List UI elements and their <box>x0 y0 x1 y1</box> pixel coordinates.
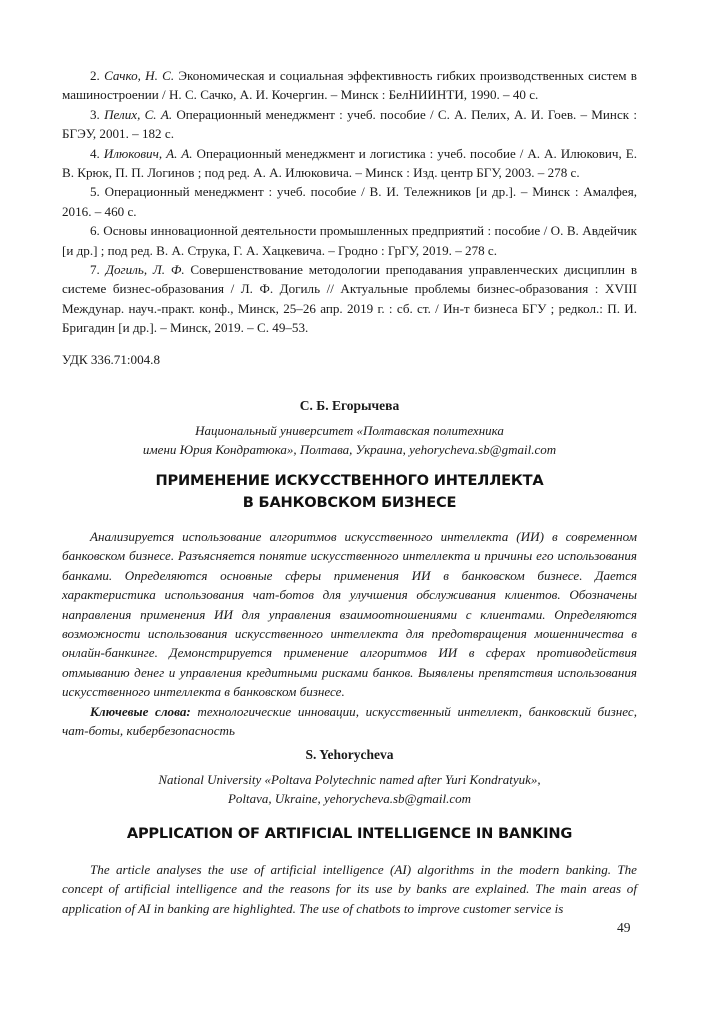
reference-item: 4. Илюкович, А. А. Операционный менеджмент и логистика : учеб. пособие / А. А. Илюкович, Е. В. Крюк, П. П. Логинов ; под ред. А. А. Илюковича. – Минск : Изд. центр БГУ, 2003. – 278 с. <box>62 145 637 181</box>
abstract-en <box>62 860 637 918</box>
reference-item: 3. Пелих, С. А. Операционный менеджмент : учеб. пособие / С. А. Пелих, А. И. Гоев. – Минск : БГЭУ, 2001. – 182 с. <box>62 106 637 142</box>
author-name-en: S. Yehorycheva <box>305 747 394 762</box>
reference-item: 5. Операционный менеджмент : учеб. пособие / В. И. Тележников [и др.]. – Минск : Амалфея, 2016. – 460 с. <box>62 184 637 219</box>
article-title-ru: ПРИМЕНЕНИЕ ИСКУССТВЕННОГО ИНТЕЛЛЕКТА В БАНКОВСКОМ БИЗНЕСЕ <box>155 472 544 511</box>
affiliation-ru: Национальный университет «Полтавская политехника имени Юрия Кондратюка», Полтава, Украина, yehorycheva.sb@gmail.com <box>142 423 557 458</box>
reference-author: Догиль, Л. Ф. <box>105 262 185 278</box>
reference-item: 6. Основы инновационной деятельности промышленных предприятий : пособие / О. В. Авдейчик [и др.] ; под ред. В. А. Струка, Г. А. Хацкевича. – Гродно : ГрГУ, 2019. – 278 с. <box>62 223 637 258</box>
author-name-ru: С. Б. Егорычева <box>299 398 400 413</box>
affiliation-en: National University «Poltava Polytechnic named after Yuri Kondratyuk», Poltava, Ukraine, yehorycheva.sb@gmail.com <box>158 772 541 807</box>
reference-author: Илюкович, А. А. <box>103 145 193 161</box>
article-title-en: APPLICATION OF ARTIFICIAL INTELLIGENCE IN BANKING <box>126 825 573 842</box>
reference-item: 7. Догиль, Л. Ф. Совершенствование методологии преподавания управленческих дисциплин в системе бизнес-образования / Л. Ф. Догиль // Актуальные проблемы бизнес-образования : XVIII Междунар. науч.-практ. конф., Минск, 25–26 апр. 2019 г. : сб. ст. / Ин-т бизнеса БГУ ; редкол.: П. И. Бригадин [и др.]. – Минск, 2019. – С. 49–53. <box>62 262 638 336</box>
abstract-ru <box>62 527 637 740</box>
abstract-text-ru: Анализируется использование алгоритмов искусственного интеллекта (ИИ) в современном банковском бизнесе. Разъясняется понятие искусственного интеллекта и причины его использования банками. Определяются основные сферы применения ИИ в банковском бизнесе. Дается характеристика использования чат-ботов для улучшения обслуживания клиентов. Обозначены направления применения ИИ для управления взаимоотношениями с клиентами. Определяются возможности использования искусственного интеллекта для предотвращения мошенничества в онлайн-банкинге. Демонстрируется применение алгоритмов ИИ в сферах противодействия отмыванию денег и управления кредитными рисками банков. Выявлены препятствия использования искусственного интеллекта в банковском бизнесе. <box>62 529 637 700</box>
reference-author: Сачко, Н. С. <box>104 68 175 83</box>
abstract-text-en: The article analyses the use of artificial intelligence (AI) algorithms in the modern banking. The concept of artificial intelligence and the reasons for its use by banks are explained. The main areas of application of AI in banking are highlighted. The use of chatbots to improve customer service is <box>62 862 637 916</box>
keywords-ru: Ключевые слова: технологические инновации, искусственный интеллект, банковский бизнес, чат-боты, кибербезопасность <box>62 703 637 739</box>
references-list <box>62 66 637 338</box>
reference-author: Пелих, С. А. <box>104 106 173 122</box>
keywords-label: Ключевые слова: <box>90 703 191 719</box>
reference-item: 2. Сачко, Н. С. Экономическая и социальная эффективность гибких производственных систем в машиностроении / Н. С. Сачко, А. И. Кочергин. – Минск : БелНИИНТИ, 1990. – 40 с. <box>62 68 637 103</box>
udc-code: УДК 336.71:004.8 <box>62 352 160 367</box>
page-number: 49 <box>617 920 631 935</box>
